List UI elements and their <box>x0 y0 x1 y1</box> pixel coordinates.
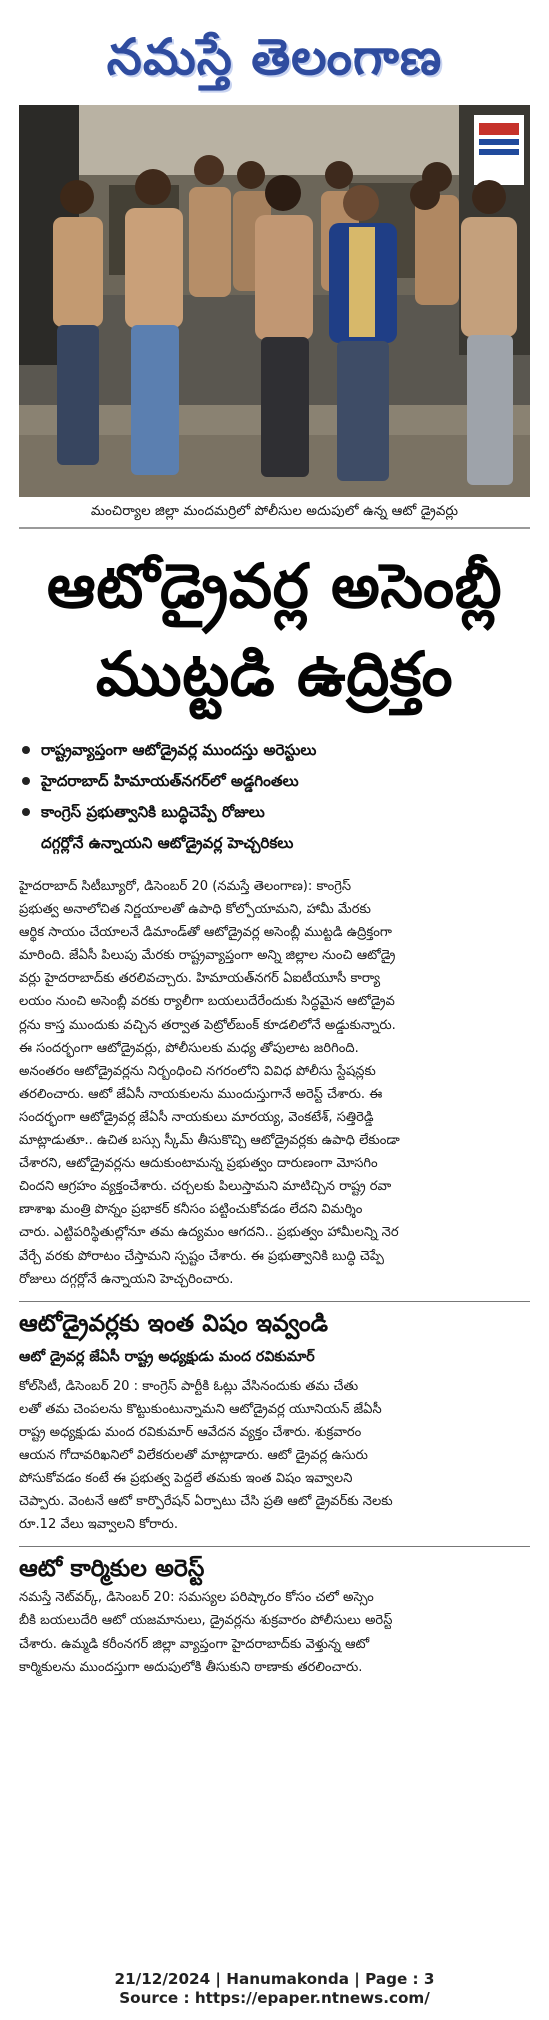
headline-line-2: ముట్టడి ఉద్రిక్తం <box>95 639 454 710</box>
section-2-title: ఆటోడ్రైవర్లకు ఇంత విషం ఇవ్వండి <box>19 1301 530 1341</box>
highlight-bullets <box>19 735 530 859</box>
footer-edition-info: 21/12/2024 | Hanumakonda | Page : 3 <box>114 1970 435 1988</box>
article-line: ఆర్థిక సాయం చేయాలనే డిమాండ్‌తో ఆటోడ్రైవర్ల అసెంబ్లీ ముట్టడి ఉద్రిక్తంగా <box>19 925 392 941</box>
bullet-text: కాంగ్రెస్ ప్రభుత్వానికి బుద్ధిచెప్పే రోజులు <box>41 803 265 821</box>
article-line: మారింది. జేఏసీ పిలుపు మేరకు రాష్ట్రవ్యాప్తంగా అన్ని జిల్లాల నుంచి ఆటోడ్రై <box>19 948 396 964</box>
section-2-line: రూ.12 వేలు ఇవ్వాలని కోరారు. <box>19 1517 178 1533</box>
section-2-line: పోసుకోవడం కంటే ఈ ప్రభుత్వ పెద్దలే తమకు ఇంత విషం ఇవ్వాలని <box>19 1471 353 1487</box>
section-2-body <box>19 1375 530 1537</box>
article-line: చిందని ఆగ్రహం వ్యక్తంచేశారు. చర్చలకు పిలుస్తామని మాటిచ్చిన రాష్ట్ర రవా <box>19 1179 392 1195</box>
section-3-line: చేశారు. ఉమ్మడి కరీంనగర్ జిల్లా వ్యాప్తంగా హైదరాబాద్‌కు వెళ్తున్న ఆటో <box>19 1636 370 1652</box>
section-3-body <box>19 1586 530 1678</box>
bullet-text: రాష్ట్రవ్యాప్తంగా ఆటోడ్రైవర్ల ముందస్తు అరెస్టులు <box>41 741 317 759</box>
newspaper-logo: నమస్తే తెలంగాణ <box>106 27 443 86</box>
article-line: ర్లను కాస్త ముందుకు వచ్చిన తర్వాత పెట్రోల్‌బంక్ కూడలిలోనే అడ్డుకున్నారు. <box>19 1017 396 1033</box>
article-line: ప్రభుత్వ అనాలోచిత నిర్ణయాలతో ఉపాధి కోల్పోయామని, హామీ మేరకు <box>19 902 371 918</box>
article-line: వేర్చే వరకు పోరాటం చేస్తామని స్పష్టం చేశారు. ఈ ప్రభుత్వానికి బుద్ధి చెప్పే <box>19 1248 384 1264</box>
bullet-icon <box>22 808 30 816</box>
article-line: లయం నుంచి అసెంబ్లీ వరకు ర్యాలీగా బయలుదేరేందుకు సిద్ధమైన ఆటోడ్రైవ <box>19 994 395 1010</box>
article-line: మాట్లాడుతూ.. ఉచిత బస్సు స్కీమ్ తీసుకొచ్చి ఆటోడ్రైవర్లకు ఉపాధి లేకుండా <box>19 1133 400 1149</box>
bullet-icon <box>22 746 30 754</box>
article-line: తరలించారు. ఆటో జేఏసీ నాయకులను ముందుస్తుగానే అరెస్ట్ చేశారు. ఈ <box>19 1086 383 1102</box>
footer-source-link[interactable]: Source : https://epaper.ntnews.com/ <box>119 1989 430 2007</box>
section-2-line: లతో తమ చెంపలను కొట్టుకుంటున్నామని ఆటోడ్రైవర్ల యూనియన్ జేఏసీ <box>19 1401 382 1417</box>
article-line: చేశారని, ఆటోడ్రైవర్లను ఆదుకుంటామన్న ప్రభుత్వం దారుణంగా మోసగిం <box>19 1156 378 1172</box>
section-3-line: కార్మికులను ముందస్తుగా అదుపులోకి తీసుకుని ఠాణాకు తరలించారు. <box>19 1659 363 1675</box>
page-footer <box>0 1970 549 2008</box>
article-line: రోజులు దగ్గర్లోనే ఉన్నాయని హెచ్చరించారు. <box>19 1271 234 1287</box>
bullet-icon <box>22 777 30 785</box>
police-station-photo <box>19 105 530 497</box>
bullet-text: హైదరాబాద్ హిమాయత్‌నగర్‌లో అడ్డగింతలు <box>41 772 299 790</box>
section-2-line: రాష్ట్ర అధ్యక్షుడు మంద రవికుమార్ ఆవేదన వ్యక్తం చేశారు. శుక్రవారం <box>19 1424 362 1440</box>
section-3-title: ఆటో కార్మికుల అరెస్ట్ <box>19 1546 530 1586</box>
article-line: హైదరాబాద్ సిటీబ్యూరో, డిసెంబర్ 20 (నమస్తే తెలంగాణ): కాంగ్రెస్ <box>19 879 352 894</box>
bullet-item <box>19 766 530 797</box>
article-body <box>19 875 530 1291</box>
article-line: చారు. ఎట్టిపరిస్థితుల్లోనూ తమ ఉద్యమం ఆగదని.. ప్రభుత్వం హామీలన్ని నెర <box>19 1225 399 1241</box>
masthead <box>19 0 530 105</box>
section-2-line: చెప్పారు. వెంటనే ఆటో కార్పొరేషన్ ఏర్పాటు చేసి ప్రతి ఆటో డ్రైవర్‌కు నెలకు <box>19 1494 393 1510</box>
article-line: అనంతరం ఆటోడ్రైవర్లను నిర్బంధించి నగరంలోని వివిధ పోలీసు స్టేషన్లకు <box>19 1063 376 1079</box>
news-photo <box>19 105 530 497</box>
photo-caption: మంచిర్యాల జిల్లా మందమర్రిలో పోలీసుల అదుపులో ఉన్న ఆటో డ్రైవర్లు <box>19 501 530 529</box>
section-2-line: కోల్‌సిటీ, డిసెంబర్ 20 : కాంగ్రెస్ పార్టీకి ఓట్లు వేసినందుకు తమ చేతు <box>19 1378 359 1394</box>
article-line: ఈ సందర్భంగా ఆటోడ్రైవర్లు, పోలీసులకు మధ్య తోపులాట జరిగింది. <box>19 1040 359 1056</box>
bullet-text-continued: దగ్గర్లోనే ఉన్నాయని ఆటోడ్రైవర్ల హెచ్చరికలు <box>41 834 294 852</box>
section-2-byline: ఆటో డ్రైవర్ల జేఏసీ రాష్ట్ర అధ్యక్షుడు మంద రవికుమార్ <box>19 1348 315 1365</box>
headline <box>19 543 530 719</box>
section-3-line: బీకి బయలుదేరి ఆటో యజమానులు, డ్రైవర్లను శుక్రవారం పోలీసులు అరెస్ట్ <box>19 1613 393 1629</box>
article-line: వర్లు హైదరాబాద్‌కు తరలివచ్చారు. హిమాయత్‌నగర్ ఏఐటీయూసీ కార్యా <box>19 971 381 987</box>
bullet-item <box>19 797 530 859</box>
article-line: ణాశాఖ మంత్రి పొన్నం ప్రభాకర్ కనీసం పట్టించుకోవడం లేదని విమర్శిం <box>19 1202 363 1218</box>
bullet-item <box>19 735 530 766</box>
article-line: సందర్భంగా ఆటోడ్రైవర్ల జేఏసీ నాయకులు మారయ్య, వెంకటేశ్, సత్తిరెడ్డి <box>19 1109 374 1125</box>
headline-line-1: ఆటోడ్రైవర్ల అసెంబ్లీ <box>46 551 503 622</box>
section-3-line: నమస్తే నెట్‌వర్క్, డిసెంబర్ 20: సమస్యల పరిష్కారం కోసం చలో అస్సెం <box>19 1590 374 1606</box>
section-2-line: ఆయన గోదావరిఖనిలో విలేకరులతో మాట్లాడారు. ఆటో డ్రైవర్ల ఉసురు <box>19 1447 368 1463</box>
